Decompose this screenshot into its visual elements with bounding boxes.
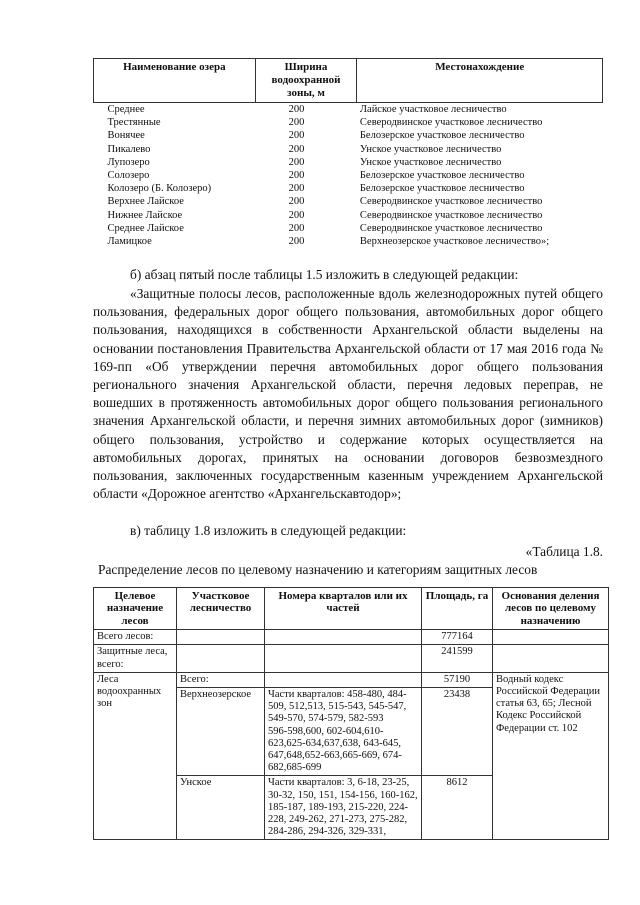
lake-width: 200 <box>288 130 305 142</box>
forests-header-district: Участковое лесничество <box>177 588 265 630</box>
protective-strips-text: «Защитные полосы лесов, расположенные вдоль железнодорожных путей общего пользования, федеральных дорог общего пользования, автомобильных дорог общего пользования, находящихся в собственности Архангельской области выделены на основании постановления Правительства Архангельской области от 17 мая 2016 года № 169-пп «Об утверждении перечня автомобильных дорог общего пользования регионального значения Архангельской области, перечня ледовых переправ, не вошедших в протяженность автомобильных дорог общего пользования регионального значения Архангельской области, и перечня зимних автомобильных дорог (зимников) общего пользования, устройство и содержание которых осуществляется на автомобильных дорогах, принятых на основании договоров безвозмездного пользования, заключенных государственным казенным учреждением Архангельской области «Дорожное агентство «Архангельскавтодор»; <box>93 286 603 502</box>
lake-location: Верхнеозерское участковое лесничество»; <box>359 235 550 247</box>
lake-name: Ламицкое <box>107 235 152 247</box>
lake-name: Пикалево <box>107 143 151 155</box>
forests-table <box>93 587 609 840</box>
lake-name: Нижнее Лайское <box>107 209 183 221</box>
protective-strips-paragraph <box>93 285 603 503</box>
amendment-c <box>93 522 603 540</box>
un-district: Унское <box>177 776 265 840</box>
lakes-table <box>93 58 603 248</box>
table-label-text: «Таблица 1.8. <box>525 544 603 559</box>
lake-width: 200 <box>288 117 305 129</box>
lakes-header-location: Местонахождение <box>357 59 603 103</box>
un-quarters: Части кварталов: 3, 6-18, 23-25, 30-32, 150, 151, 154-156, 160-162, 185-187, 189-193, 215-220, 224-228, 249-262, 271-273, 275-282, 284-286, 294-326, 329-331, <box>265 776 422 840</box>
lakes-table-header <box>94 59 603 103</box>
lake-row <box>94 182 603 195</box>
lake-width: 200 <box>288 143 305 155</box>
water-basis: Водный кодекс Российской Федерации статья 63, 65; Лесной Кодекс Российской Федерации ст. 102 <box>493 672 609 840</box>
lake-location: Белозерское участковое лесничество <box>359 170 525 182</box>
forests-header-quarters: Номера кварталов или их частей <box>265 588 422 630</box>
lakes-header-name: Наименование озера <box>94 59 256 103</box>
amendment-c-text: в) таблицу 1.8 изложить в следующей редакции: <box>130 523 407 538</box>
lake-location: Северодвинское участковое лесничество <box>359 196 543 208</box>
lake-location: Унское участковое лесничество <box>359 156 502 168</box>
lake-width: 200 <box>288 170 305 182</box>
lake-location: Белозерское участковое лесничество <box>359 183 525 195</box>
lake-row <box>94 116 603 129</box>
lake-row <box>94 209 603 222</box>
forests-row-water-total <box>94 672 609 687</box>
lake-width: 200 <box>288 196 305 208</box>
lake-name: Среднее Лайское <box>107 222 184 234</box>
lake-name: Вонячее <box>107 130 145 142</box>
lake-location: Северодвинское участковое лесничество <box>359 222 543 234</box>
forests-row-protective <box>94 645 609 672</box>
forests-table-header <box>94 588 609 630</box>
lake-location: Унское участковое лесничество <box>359 143 502 155</box>
lake-row <box>94 169 603 182</box>
lake-row <box>94 195 603 208</box>
verh-district: Верхнеозерское <box>177 688 265 776</box>
un-area: 8612 <box>422 776 493 840</box>
lake-row <box>94 156 603 169</box>
water-zone-label: Леса водоохранных зон <box>94 672 177 840</box>
table-label <box>93 543 603 561</box>
lake-name: Верхнее Лайское <box>107 196 184 208</box>
lake-row <box>94 222 603 235</box>
lake-width: 200 <box>288 156 305 168</box>
lake-location: Северодвинское участковое лесничество <box>359 209 543 221</box>
lake-width: 200 <box>288 104 305 116</box>
lake-name: Среднее <box>107 104 145 116</box>
lake-row <box>94 103 603 117</box>
lake-row <box>94 143 603 156</box>
amendment-b <box>93 266 603 284</box>
amendment-b-text: б) абзац пятый после таблицы 1.5 изложить в следующей редакции: <box>130 267 519 282</box>
lake-width: 200 <box>288 183 305 195</box>
verh-quarters-part2: 596-598,600, 602-604,610-623,625-634,637,638, 643-645, 647,648,652-663,665-669, 674-682,685-699 <box>268 725 402 774</box>
total-label: Всего лесов: <box>94 630 177 645</box>
verh-quarters <box>265 688 422 776</box>
lake-name: Солозеро <box>107 170 150 182</box>
table-title <box>98 561 613 579</box>
lake-name: Колозеро (Б. Колозеро) <box>107 183 212 195</box>
total-area: 777164 <box>422 630 493 645</box>
lake-name: Лупозеро <box>107 156 150 168</box>
lake-row <box>94 129 603 142</box>
forests-row-total <box>94 630 609 645</box>
lake-location: Северодвинское участковое лесничество <box>359 117 543 129</box>
protective-area: 241599 <box>422 645 493 672</box>
lake-location: Лайское участковое лесничество <box>359 104 507 116</box>
water-total-area: 57190 <box>422 672 493 687</box>
lake-row <box>94 235 603 248</box>
lake-location: Белозерское участковое лесничество <box>359 130 525 142</box>
lake-width: 200 <box>288 209 305 221</box>
forests-header-basis: Основания деления лесов по целевому назначению <box>493 588 609 630</box>
lakes-header-width: Ширина водоохранной зоны, м <box>255 59 357 103</box>
verh-quarters-part1: Части кварталов: 458-480, 484-509, 512,513, 515-543, 545-547, 549-570, 574-579, 582-593 <box>268 689 407 725</box>
lake-name: Трестянные <box>107 117 161 129</box>
table-title-text: Распределение лесов по целевому назначению и категориям защитных лесов <box>98 562 538 577</box>
forests-header-area: Площадь, га <box>422 588 493 630</box>
lakes-table-body <box>94 103 603 249</box>
protective-label: Защитные леса, всего: <box>94 645 177 672</box>
forests-header-purpose: Целевое назначение лесов <box>94 588 177 630</box>
verh-area: 23438 <box>422 688 493 776</box>
water-total-label: Всего: <box>177 672 265 687</box>
lake-width: 200 <box>288 235 305 247</box>
lake-width: 200 <box>288 222 305 234</box>
